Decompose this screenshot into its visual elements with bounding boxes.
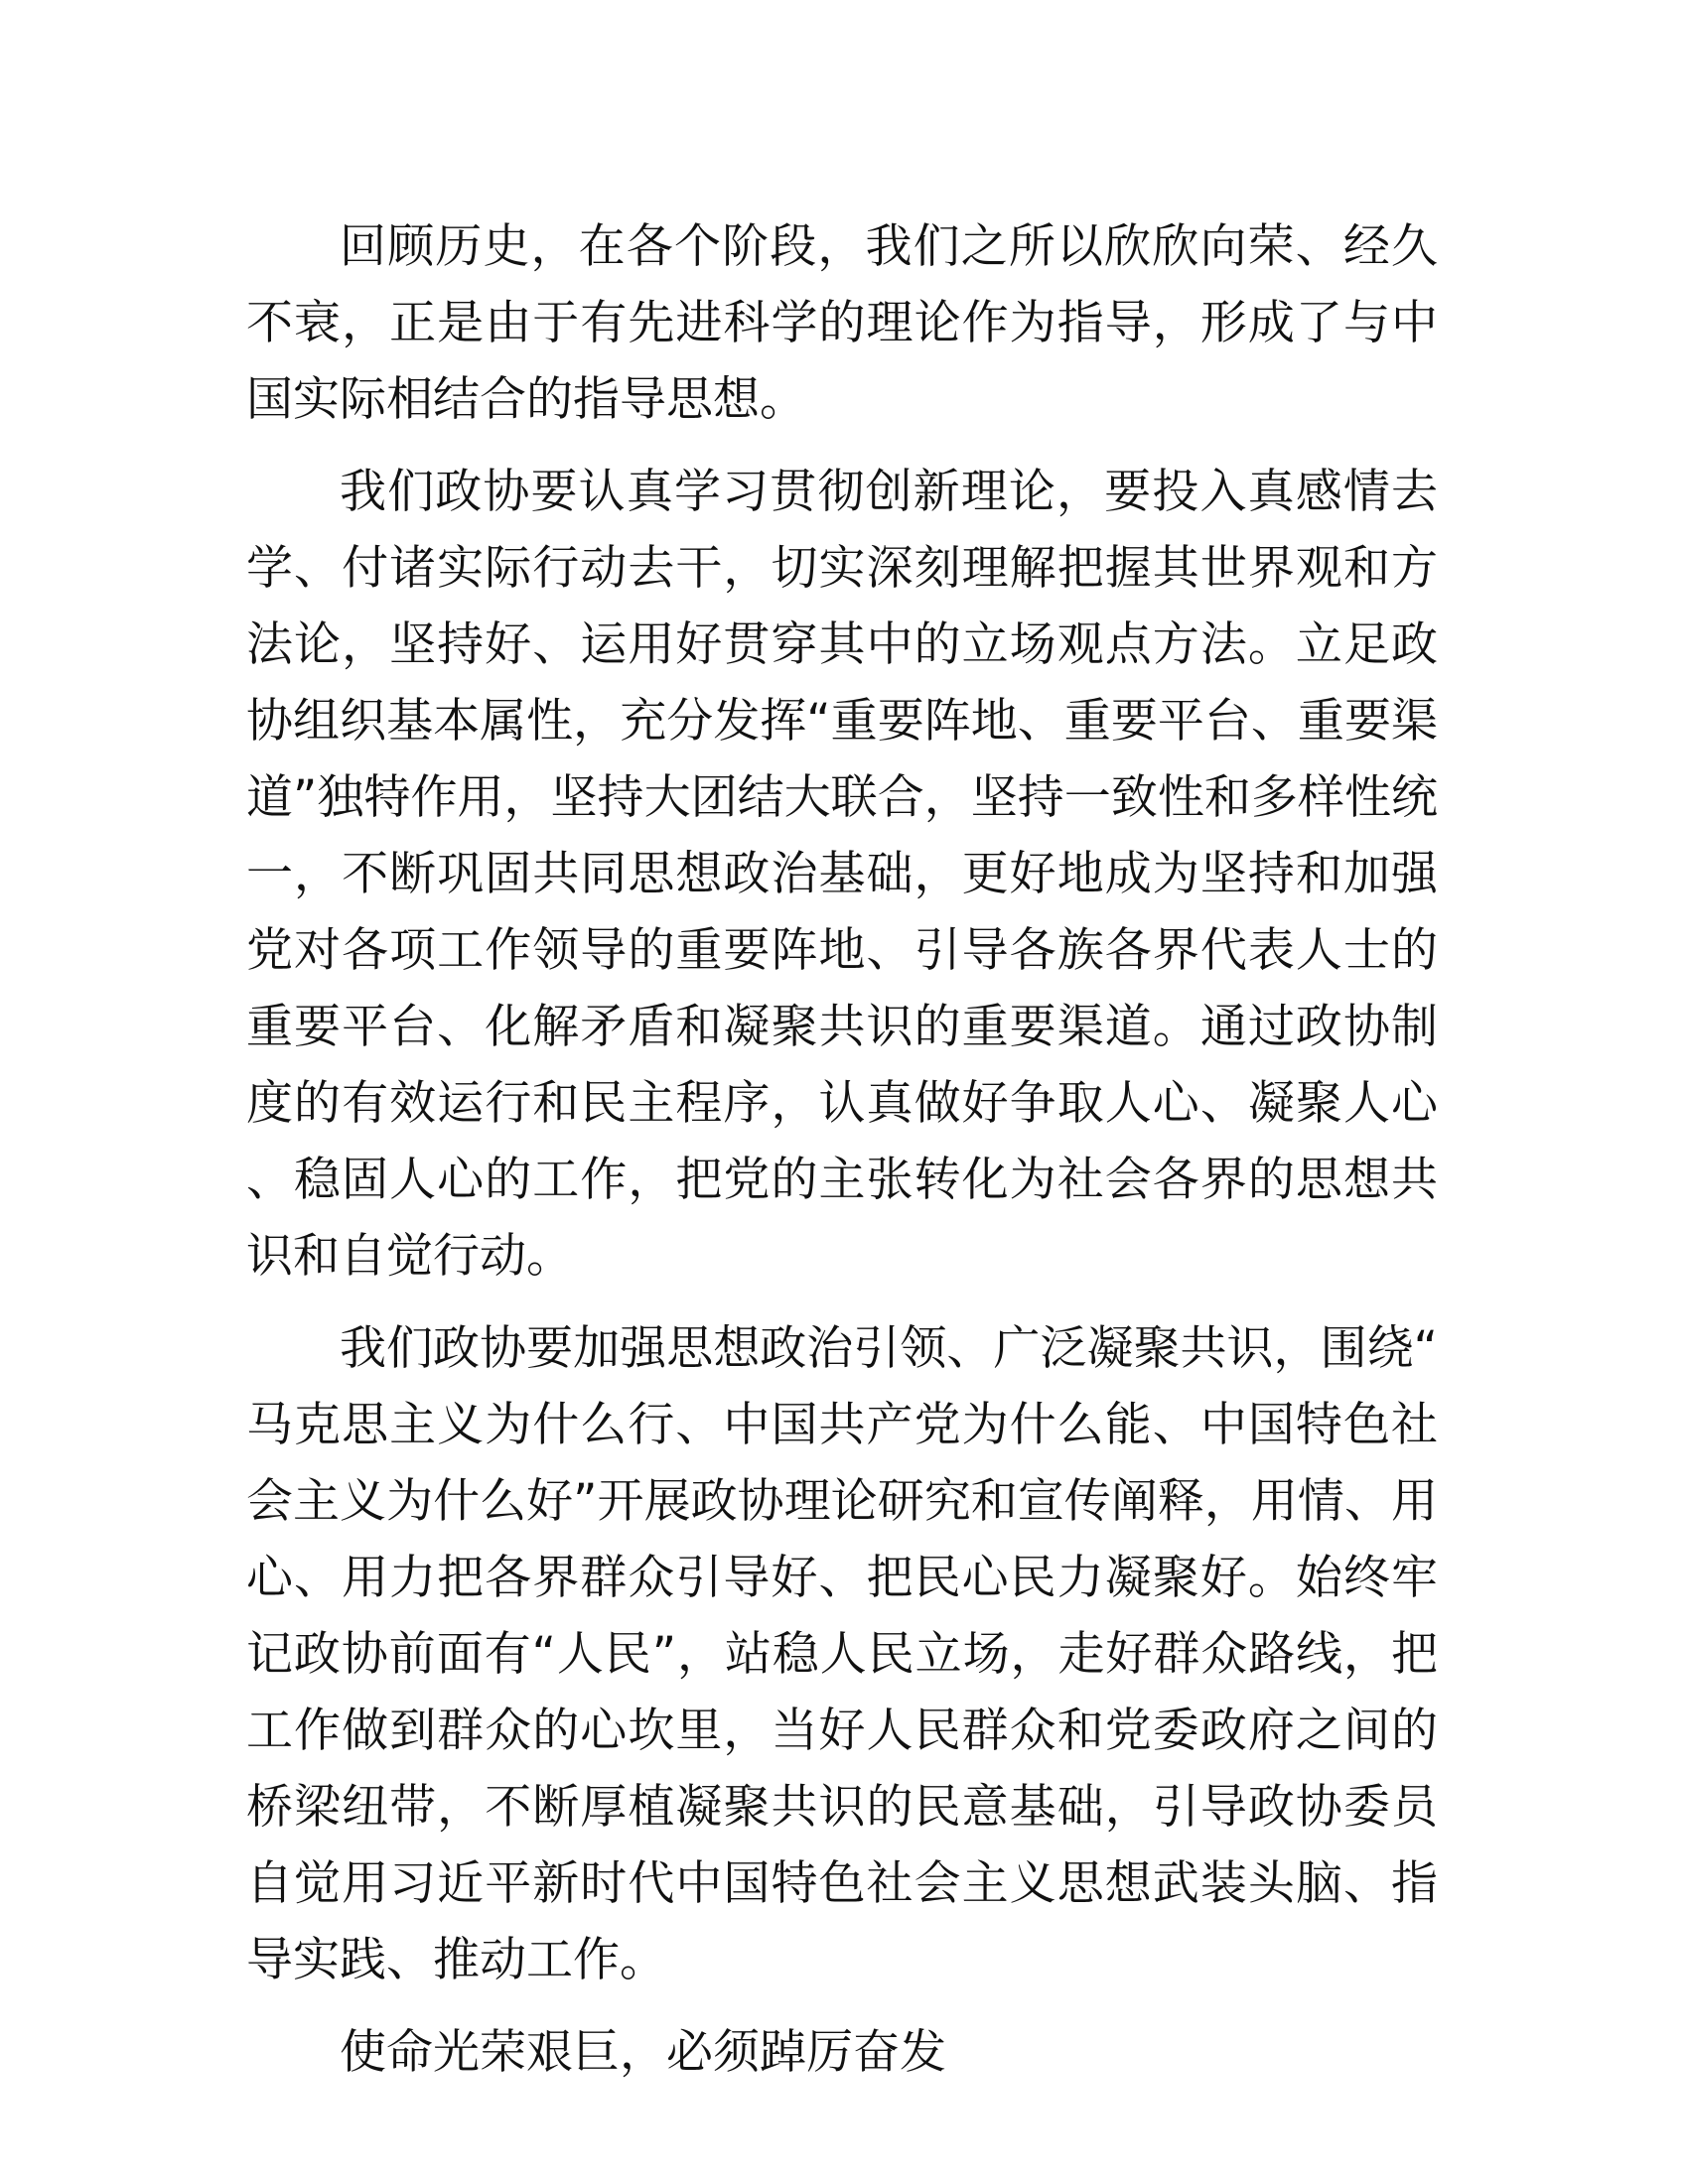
document-body [246, 208, 1438, 2107]
paragraph-history: 回顾历史，在各个阶段，我们之所以欣欣向荣、经久不衰，正是由于有先进科学的理论作为指导，形成了与中国实际相结合的指导思想。 [246, 219, 1438, 427]
paragraph-mission-heading: 使命光荣艰巨，必须踔厉奋发 [340, 2025, 946, 2080]
paragraph-political-guidance: 我们政协要加强思想政治引领、广泛凝聚共识，围绕“马克思主义为什么行、中国共产党为什么能、中国特色社会主义为什么好”开展政协理论研究和宣传阐释，用情、用心、用力把各界群众引导好、把民心民力凝聚好。始终牢记政协前面有“人民”，站稳人民立场，走好群众路线，把工作做到群众的心坎里，当好人民群众和党委政府之间的桥梁纽带，不断厚植凝聚共识的民意基础，引导政协委员自觉用习近平新时代中国特色社会主义思想武装头脑、指导实践、推动工作。 [246, 1321, 1438, 1987]
paragraph-study-theory: 我们政协要认真学习贯彻创新理论，要投入真感情去学、付诸实际行动去干，切实深刻理解把握其世界观和方法论，坚持好、运用好贯穿其中的立场观点方法。立足政协组织基本属性，充分发挥“重要阵地、重要平台、重要渠道”独特作用，坚持大团结大联合，坚持一致性和多样性统一，不断巩固共同思想政治基础，更好地成为坚持和加强党对各项工作领导的重要阵地、引导各族各界代表人士的重要平台、化解矛盾和凝聚共识的重要渠道。通过政协制度的有效运行和民主程序，认真做好争取人心、凝聚人心、稳固人心的工作，把党的主张转化为社会各界的思想共识和自觉行动。 [246, 465, 1438, 1284]
